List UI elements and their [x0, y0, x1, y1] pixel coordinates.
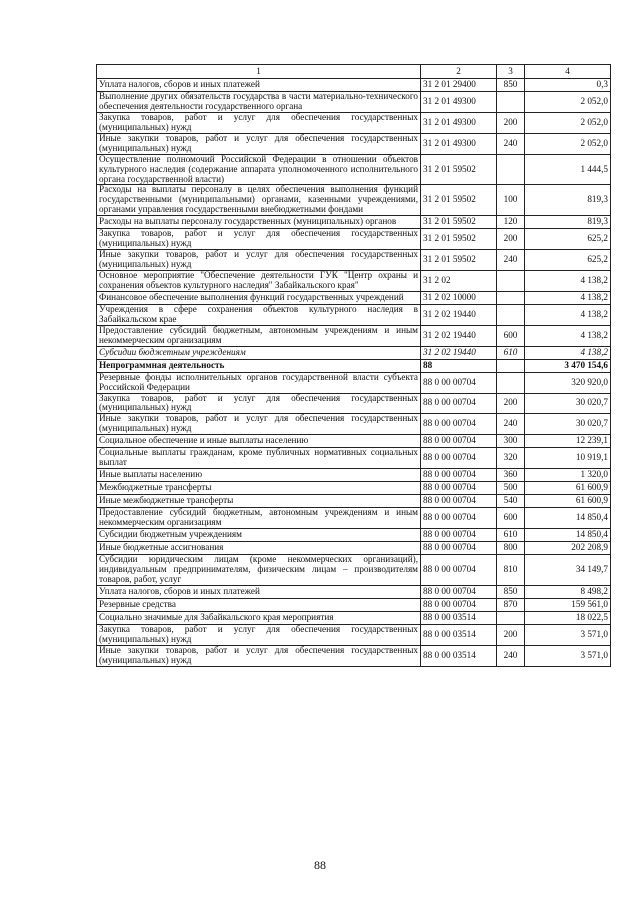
cell-name: Непрограммная деятельность — [97, 359, 421, 372]
cell-name: Закупка товаров, работ и услуг для обеспечения государственных (муниципальных) нужд — [97, 229, 421, 250]
cell-name: Резервные средства — [97, 598, 421, 611]
cell-expense-type — [497, 611, 525, 624]
cell-amount: 14 850,4 — [525, 529, 611, 542]
cell-expense-type: 540 — [497, 495, 525, 508]
cell-code: 31 2 01 49300 — [421, 112, 497, 133]
table-row — [97, 185, 611, 216]
cell-amount: 61 600,9 — [525, 482, 611, 495]
cell-expense-type: 200 — [497, 624, 525, 645]
cell-code: 31 2 01 49300 — [421, 133, 497, 154]
cell-expense-type: 200 — [497, 112, 525, 133]
table-row — [97, 624, 611, 645]
cell-name: Резервные фонды исполнительных органов государственной власти субъекта Российской Федерации — [97, 372, 421, 393]
cell-name: Расходы на выплаты персоналу государственных (муниципальных) органов — [97, 216, 421, 229]
cell-name: Осуществление полномочий Российской Федерации в отношении объектов культурного наследия (содержание аппарата уполномоченного исполнительного органа государственной власти) — [97, 154, 421, 185]
cell-name: Уплата налогов, сборов и иных платежей — [97, 585, 421, 598]
cell-code: 88 0 00 00704 — [421, 495, 497, 508]
cell-amount: 202 208,9 — [525, 542, 611, 555]
cell-amount: 4 138,2 — [525, 346, 611, 359]
cell-code: 88 0 00 00704 — [421, 585, 497, 598]
cell-expense-type: 810 — [497, 555, 525, 586]
cell-amount: 3 470 154,6 — [525, 359, 611, 372]
table-row — [97, 133, 611, 154]
cell-amount: 1 444,5 — [525, 154, 611, 185]
table-row — [97, 291, 611, 304]
cell-amount: 18 022,5 — [525, 611, 611, 624]
cell-expense-type: 240 — [497, 414, 525, 435]
table-row — [97, 542, 611, 555]
cell-code: 31 2 02 10000 — [421, 291, 497, 304]
cell-expense-type — [497, 271, 525, 292]
cell-expense-type: 870 — [497, 598, 525, 611]
cell-code: 88 0 00 03514 — [421, 624, 497, 645]
table-row — [97, 393, 611, 414]
cell-expense-type — [497, 154, 525, 185]
cell-expense-type: 610 — [497, 346, 525, 359]
cell-code: 31 2 01 49300 — [421, 92, 497, 113]
cell-amount: 1 320,0 — [525, 469, 611, 482]
table-row — [97, 372, 611, 393]
cell-name: Финансовое обеспечение выполнения функций государственных учреждений — [97, 291, 421, 304]
table-row — [97, 435, 611, 448]
cell-code: 88 0 00 00704 — [421, 372, 497, 393]
cell-name: Иные закупки товаров, работ и услуг для обеспечения государственных (муниципальных) нужд — [97, 414, 421, 435]
cell-code: 31 2 01 59502 — [421, 250, 497, 271]
cell-code: 88 0 00 00704 — [421, 529, 497, 542]
cell-expense-type — [497, 372, 525, 393]
table-header-row — [97, 65, 611, 79]
cell-name: Межбюджетные трансферты — [97, 482, 421, 495]
cell-expense-type: 360 — [497, 469, 525, 482]
cell-expense-type — [497, 291, 525, 304]
cell-amount: 34 149,7 — [525, 555, 611, 586]
table-row — [97, 598, 611, 611]
table-row — [97, 112, 611, 133]
cell-amount: 4 138,2 — [525, 291, 611, 304]
header-col-3: 3 — [497, 65, 525, 79]
cell-expense-type: 200 — [497, 393, 525, 414]
cell-amount: 2 052,0 — [525, 133, 611, 154]
cell-name: Закупка товаров, работ и услуг для обеспечения государственных (муниципальных) нужд — [97, 624, 421, 645]
cell-amount: 819,3 — [525, 216, 611, 229]
cell-code: 31 2 01 29400 — [421, 79, 497, 92]
table-row — [97, 555, 611, 586]
cell-code: 88 0 00 00704 — [421, 393, 497, 414]
cell-code: 31 2 01 59502 — [421, 185, 497, 216]
cell-expense-type: 610 — [497, 529, 525, 542]
cell-code: 31 2 02 — [421, 271, 497, 292]
cell-expense-type: 850 — [497, 585, 525, 598]
cell-code: 88 0 00 00704 — [421, 435, 497, 448]
cell-amount: 159 561,0 — [525, 598, 611, 611]
cell-amount: 625,2 — [525, 229, 611, 250]
cell-name: Социально значимые для Забайкальского края мероприятия — [97, 611, 421, 624]
cell-expense-type: 240 — [497, 133, 525, 154]
cell-amount: 625,2 — [525, 250, 611, 271]
table-row — [97, 92, 611, 113]
table-body — [97, 79, 611, 667]
cell-expense-type: 600 — [497, 508, 525, 529]
table-row — [97, 250, 611, 271]
cell-name: Иные межбюджетные трансферты — [97, 495, 421, 508]
cell-code: 88 0 00 00704 — [421, 482, 497, 495]
header-col-2: 2 — [421, 65, 497, 79]
table-row — [97, 448, 611, 469]
cell-amount: 3 571,0 — [525, 624, 611, 645]
header-col-4: 4 — [525, 65, 611, 79]
cell-name: Социальные выплаты гражданам, кроме публичных нормативных социальных выплат — [97, 448, 421, 469]
cell-name: Субсидии бюджетным учреждениям — [97, 529, 421, 542]
cell-name: Основное мероприятие "Обеспечение деятельности ГУК "Центр охраны и сохранения объектов культурного наследия" Забайкальского края" — [97, 271, 421, 292]
cell-code: 88 0 00 00704 — [421, 542, 497, 555]
cell-amount: 4 138,2 — [525, 325, 611, 346]
cell-name: Учреждения в сфере сохранения объектов культурного наследия в Забайкальском крае — [97, 304, 421, 325]
cell-amount: 61 600,9 — [525, 495, 611, 508]
table-row — [97, 304, 611, 325]
cell-amount: 30 020,7 — [525, 414, 611, 435]
cell-amount: 3 571,0 — [525, 645, 611, 666]
table-row — [97, 414, 611, 435]
table-row — [97, 529, 611, 542]
table-row — [97, 585, 611, 598]
cell-expense-type — [497, 92, 525, 113]
cell-expense-type: 100 — [497, 185, 525, 216]
cell-name: Иные бюджетные ассигнования — [97, 542, 421, 555]
table-row — [97, 271, 611, 292]
cell-amount: 320 920,0 — [525, 372, 611, 393]
cell-code: 88 0 00 00704 — [421, 469, 497, 482]
table-row — [97, 216, 611, 229]
cell-name: Иные закупки товаров, работ и услуг для обеспечения государственных (муниципальных) нужд — [97, 250, 421, 271]
table-row — [97, 482, 611, 495]
cell-name: Иные выплаты населению — [97, 469, 421, 482]
table-row — [97, 645, 611, 666]
table-row — [97, 346, 611, 359]
cell-name: Иные закупки товаров, работ и услуг для обеспечения государственных (муниципальных) нужд — [97, 133, 421, 154]
table-row — [97, 469, 611, 482]
cell-code: 88 0 00 00704 — [421, 448, 497, 469]
cell-code: 31 2 01 59502 — [421, 154, 497, 185]
table-row — [97, 79, 611, 92]
cell-amount: 10 919,1 — [525, 448, 611, 469]
cell-expense-type: 320 — [497, 448, 525, 469]
budget-table — [96, 64, 611, 667]
cell-amount: 12 239,1 — [525, 435, 611, 448]
table-row — [97, 359, 611, 372]
cell-amount: 819,3 — [525, 185, 611, 216]
page-number: 88 — [314, 858, 326, 872]
cell-code: 88 0 00 00704 — [421, 508, 497, 529]
cell-code: 31 2 02 19440 — [421, 325, 497, 346]
cell-expense-type: 240 — [497, 645, 525, 666]
cell-code: 31 2 02 19440 — [421, 304, 497, 325]
cell-amount: 2 052,0 — [525, 112, 611, 133]
cell-code: 31 2 01 59502 — [421, 229, 497, 250]
cell-name: Субсидии юридическим лицам (кроме некоммерческих организаций), индивидуальным предпринимателям, физическим лицам – производителям товаров, работ, услуг — [97, 555, 421, 586]
table-row — [97, 508, 611, 529]
table-row — [97, 611, 611, 624]
cell-code: 88 0 00 00704 — [421, 414, 497, 435]
cell-expense-type: 240 — [497, 250, 525, 271]
cell-name: Расходы на выплаты персоналу в целях обеспечения выполнения функций государственными (муниципальными) органами, казенными учреждениями, органами управления государственными внебюджетными фондами — [97, 185, 421, 216]
cell-expense-type: 120 — [497, 216, 525, 229]
cell-amount: 4 138,2 — [525, 304, 611, 325]
cell-expense-type: 800 — [497, 542, 525, 555]
table-row — [97, 495, 611, 508]
cell-code: 88 0 00 03514 — [421, 611, 497, 624]
cell-amount: 2 052,0 — [525, 92, 611, 113]
cell-amount: 30 020,7 — [525, 393, 611, 414]
cell-amount: 14 850,4 — [525, 508, 611, 529]
cell-code: 88 0 00 00704 — [421, 555, 497, 586]
cell-amount: 0,3 — [525, 79, 611, 92]
cell-expense-type: 600 — [497, 325, 525, 346]
cell-expense-type: 850 — [497, 79, 525, 92]
cell-expense-type: 300 — [497, 435, 525, 448]
cell-name: Предоставление субсидий бюджетным, автономным учреждениям и иным некоммерческим организациям — [97, 325, 421, 346]
cell-name: Социальное обеспечение и иные выплаты населению — [97, 435, 421, 448]
cell-code: 88 0 00 03514 — [421, 645, 497, 666]
cell-name: Уплата налогов, сборов и иных платежей — [97, 79, 421, 92]
table-row — [97, 154, 611, 185]
table-row — [97, 229, 611, 250]
cell-code: 31 2 02 19440 — [421, 346, 497, 359]
cell-expense-type: 500 — [497, 482, 525, 495]
cell-name: Закупка товаров, работ и услуг для обеспечения государственных (муниципальных) нужд — [97, 112, 421, 133]
cell-name: Предоставление субсидий бюджетным, автономным учреждениям и иным некоммерческим организациям — [97, 508, 421, 529]
cell-amount: 4 138,2 — [525, 271, 611, 292]
cell-name: Выполнение других обязательств государства в части материально-технического обеспечения деятельности государственного органа — [97, 92, 421, 113]
cell-code: 88 — [421, 359, 497, 372]
table-row — [97, 325, 611, 346]
cell-expense-type: 200 — [497, 229, 525, 250]
cell-name: Иные закупки товаров, работ и услуг для обеспечения государственных (муниципальных) нужд — [97, 645, 421, 666]
cell-code: 31 2 01 59502 — [421, 216, 497, 229]
cell-code: 88 0 00 00704 — [421, 598, 497, 611]
cell-expense-type — [497, 359, 525, 372]
header-col-1: 1 — [97, 65, 421, 79]
cell-expense-type — [497, 304, 525, 325]
cell-amount: 8 498,2 — [525, 585, 611, 598]
cell-name: Субсидии бюджетным учреждениям — [97, 346, 421, 359]
cell-name: Закупка товаров, работ и услуг для обеспечения государственных (муниципальных) нужд — [97, 393, 421, 414]
